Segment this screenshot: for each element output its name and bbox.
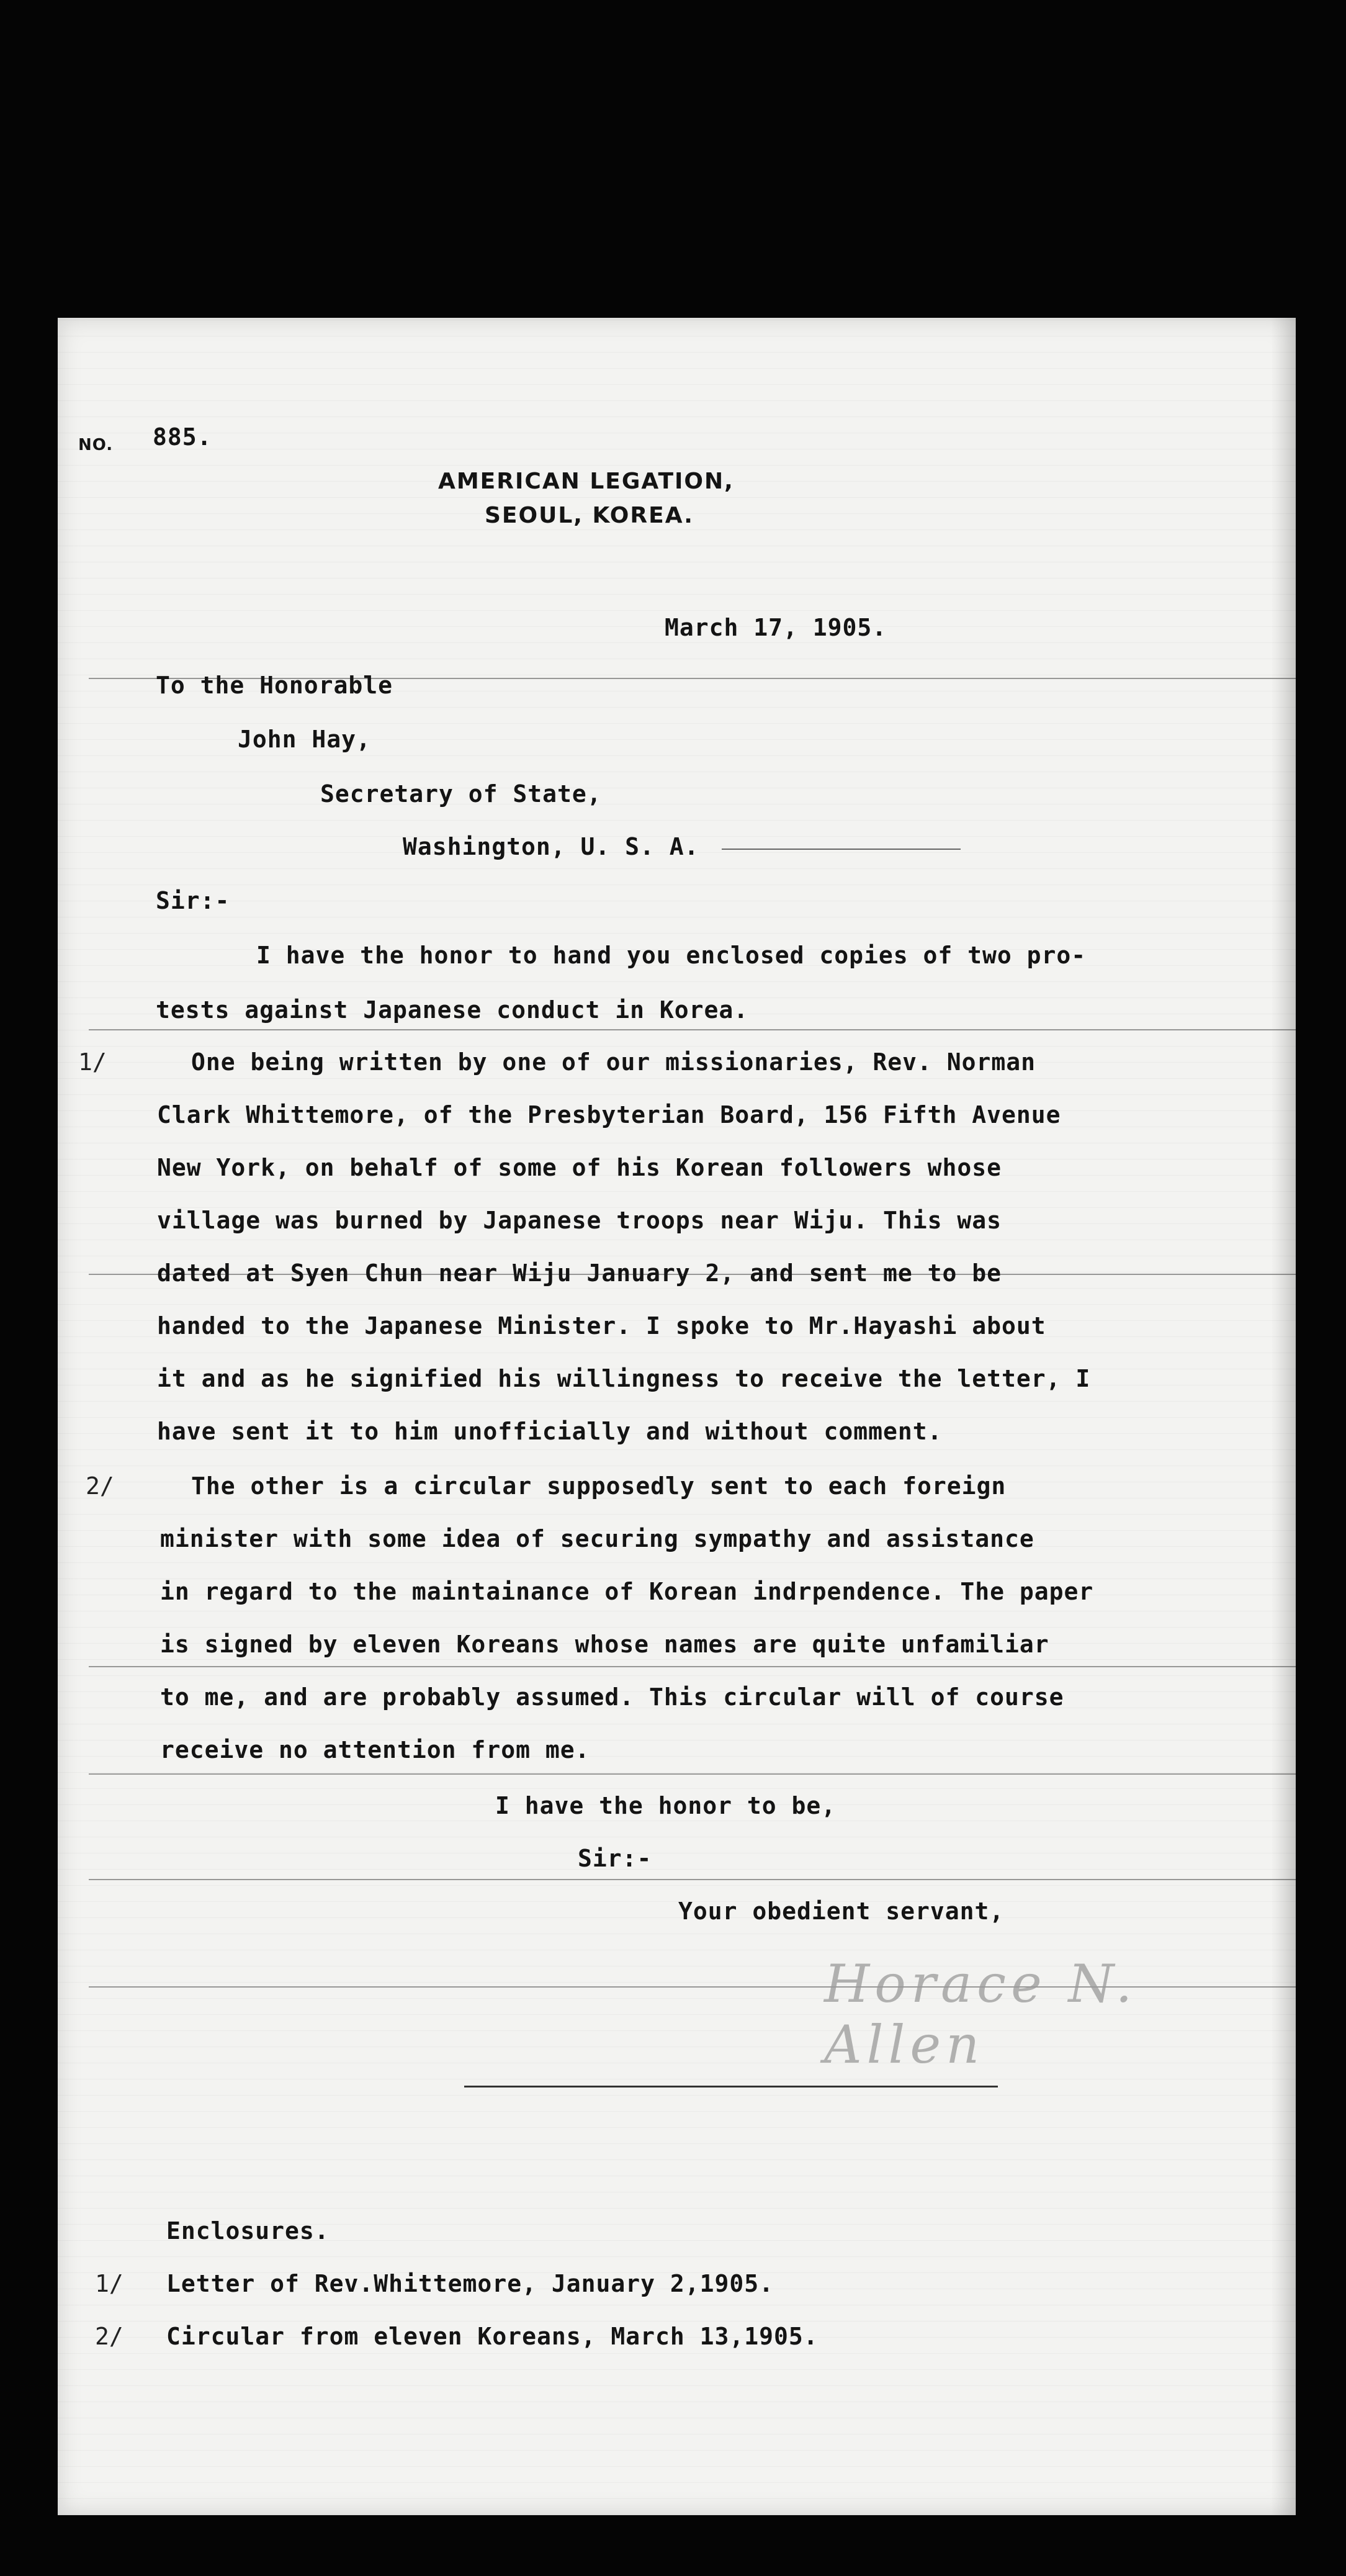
margin-mark: 2/ xyxy=(86,1472,114,1500)
letterhead-line-2: SEOUL, KOREA. xyxy=(485,503,694,528)
number-label: NO. xyxy=(78,436,114,454)
ruled-line xyxy=(89,1879,1296,1880)
enclosure-item-1: Letter of Rev.Whittemore, January 2,1905. xyxy=(166,2270,774,2297)
enclosures-heading: Enclosures. xyxy=(166,2217,330,2245)
body-line: is signed by eleven Koreans whose names are quite unfamiliar xyxy=(160,1631,1049,1658)
address-line-2: John Hay, xyxy=(238,726,371,753)
address-line-4: Washington, U. S. A. xyxy=(403,833,699,860)
body-line: One being written by one of our missionaries, Rev. Norman xyxy=(191,1048,1036,1076)
margin-mark: 1/ xyxy=(95,2270,123,2297)
margin-mark: 1/ xyxy=(78,1048,107,1076)
underline-mark xyxy=(722,849,961,850)
closing-line-1: I have the honor to be, xyxy=(495,1792,837,1819)
body-line: Clark Whittemore, of the Presbyterian Board, 156 Fifth Avenue xyxy=(157,1101,1061,1128)
body-line: have sent it to him unofficially and without comment. xyxy=(157,1418,943,1445)
body-line: handed to the Japanese Minister. I spoke to Mr.Hayashi about xyxy=(157,1312,1046,1340)
closing-line-2: Sir:- xyxy=(578,1845,652,1872)
body-line: it and as he signified his willingness to receive the letter, I xyxy=(157,1365,1091,1392)
body-line: minister with some idea of securing sympathy and assistance xyxy=(160,1525,1034,1552)
body-line: in regard to the maintainance of Korean indrpendence. The paper xyxy=(160,1578,1094,1605)
body-line: New York, on behalf of some of his Korean followers whose xyxy=(157,1154,1002,1181)
body-line: dated at Syen Chun near Wiju January 2, and sent me to be xyxy=(157,1259,1002,1287)
letterhead-line-1: AMERICAN LEGATION, xyxy=(438,469,734,494)
page-edge-shadow xyxy=(1271,318,1296,2515)
body-line: The other is a circular supposedly sent to each foreign xyxy=(191,1472,1007,1500)
document-number: 885. xyxy=(153,423,212,451)
body-line: tests against Japanese conduct in Korea. xyxy=(156,996,749,1024)
ruled-line xyxy=(89,1773,1296,1775)
document-page xyxy=(58,318,1296,2515)
closing-line-3: Your obedient servant, xyxy=(678,1898,1005,1925)
signature: Horace N. Allen xyxy=(824,1953,1137,2075)
ruled-line xyxy=(89,1029,1296,1030)
ruled-line xyxy=(89,1666,1296,1667)
body-line: village was burned by Japanese troops near Wiju. This was xyxy=(157,1207,1002,1234)
margin-mark: 2/ xyxy=(95,2323,123,2350)
body-line: receive no attention from me. xyxy=(160,1736,590,1763)
address-line-1: To the Honorable xyxy=(156,672,393,699)
address-line-3: Secretary of State, xyxy=(320,780,602,808)
letter-date: March 17, 1905. xyxy=(665,614,887,641)
body-line: I have the honor to hand you enclosed copies of two pro- xyxy=(256,942,1087,969)
body-line: to me, and are probably assumed. This circular will of course xyxy=(160,1683,1064,1711)
enclosure-item-2: Circular from eleven Koreans, March 13,1905. xyxy=(166,2323,819,2350)
signature-line xyxy=(464,2086,998,2087)
salutation: Sir:- xyxy=(156,887,230,914)
